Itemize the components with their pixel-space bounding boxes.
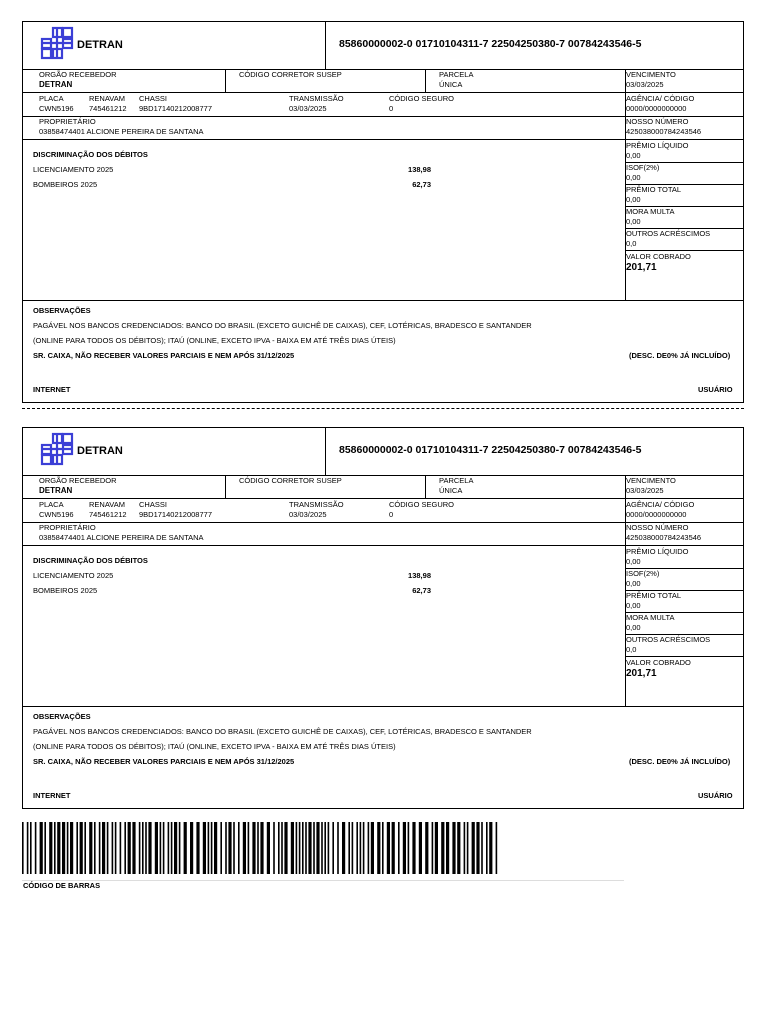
barcode-bar — [179, 822, 181, 874]
barcode-bar — [332, 822, 334, 874]
barcode-bar — [228, 822, 231, 874]
valor-cobrado-value: 201,71 — [626, 668, 657, 679]
barcode-bar — [238, 822, 240, 874]
barcode-bar — [112, 822, 114, 874]
debit-item-value: 62,73 — [412, 180, 431, 189]
barcode-bar — [308, 822, 311, 874]
brand-name: DETRAN — [77, 39, 123, 51]
debits-title: DISCRIMINAÇÃO DOS DÉBITOS — [33, 556, 148, 565]
detran-logo-icon — [39, 25, 75, 61]
vencimento-label: VENCIMENTO — [626, 70, 676, 79]
digitable-line: 85860000002-0 01710104311-7 22504250380-7 00784243546-5 — [339, 444, 642, 456]
barcode-bar — [419, 822, 422, 874]
barcode-bar — [337, 822, 339, 874]
internet-label: INTERNET — [33, 385, 71, 394]
obs-line: (ONLINE PARA TODOS OS DÉBITOS); ITAÚ (ONLINE, EXCETO IPVA - BAIXA EM ATÉ TRÊS DIAS ÚTEIS) — [33, 742, 396, 751]
barcode-bar — [155, 822, 158, 874]
debit-item-label: LICENCIAMENTO 2025 — [33, 165, 114, 174]
barcode-bar — [278, 822, 280, 874]
barcode-bar — [107, 822, 109, 874]
premio-total-value: 0,00 — [626, 601, 641, 610]
barcode-bar — [481, 822, 483, 874]
barcode-bar — [392, 822, 395, 874]
barcode-bar — [190, 822, 193, 874]
payment-slip — [22, 427, 744, 809]
codseguro-label: CÓDIGO SEGURO — [389, 94, 455, 103]
isof-value: 0,00 — [626, 579, 641, 588]
agencia-label: AGÊNCIA/ CÓDIGO — [626, 500, 695, 509]
barcode-bar — [57, 822, 60, 874]
agencia-value: 0000/0000000000 — [626, 510, 687, 519]
barcode-bar — [467, 822, 469, 874]
debit-item-label: BOMBEIROS 2025 — [33, 180, 98, 189]
nosso-numero-value: 425038000784243546 — [626, 533, 702, 542]
usuario-label: USUÁRIO — [698, 385, 733, 394]
barcode-bar — [62, 822, 65, 874]
barcode-bar — [168, 822, 170, 874]
mora-multa-label: MORA MULTA — [626, 613, 675, 622]
barcode-bar — [382, 822, 384, 874]
barcode-bar — [305, 822, 307, 874]
barcode-bar — [387, 822, 390, 874]
nosso-numero-label: NOSSO NÚMERO — [626, 117, 689, 126]
susep-label: CÓDIGO CORRETOR SUSEP — [239, 70, 342, 79]
barcode-bar — [40, 822, 43, 874]
vencimento-label: VENCIMENTO — [626, 476, 676, 485]
valor-cobrado-label: VALOR COBRADO — [626, 252, 691, 261]
placa-value: CWN5196 — [39, 104, 74, 113]
detran-logo-icon — [39, 431, 75, 467]
agencia-value: 0000/0000000000 — [626, 104, 687, 113]
outros-acrescimos-value: 0,0 — [626, 645, 637, 654]
barcode-bar — [267, 822, 270, 874]
barcode-bar — [260, 822, 263, 874]
barcode-bar — [446, 822, 449, 874]
barcode-bar — [99, 822, 101, 874]
parcela-value: ÚNICA — [439, 80, 463, 89]
barcode-bar — [348, 822, 350, 874]
barcode-bar — [80, 822, 83, 874]
placa-label: PLACA — [39, 500, 64, 509]
barcode-bar — [27, 822, 29, 874]
barcode-bar — [299, 822, 301, 874]
proprietario-value: 03858474401 ALCIONE PEREIRA DE SANTANA — [39, 533, 204, 542]
isof-label: ISOF(2%) — [626, 569, 660, 578]
barcode-bar — [67, 822, 69, 874]
barcode-bar — [408, 822, 410, 874]
orgao-label: ORGÃO RECEBEDOR — [39, 476, 117, 485]
barcode-bar — [174, 822, 177, 874]
barcode-bar — [203, 822, 206, 874]
debit-item-label: BOMBEIROS 2025 — [33, 586, 98, 595]
premio-total-label: PRÊMIO TOTAL — [626, 591, 682, 600]
barcode-bar — [496, 822, 498, 874]
barcode-bar — [342, 822, 345, 874]
barcode-bar — [243, 822, 246, 874]
premio-liquido-value: 0,00 — [626, 151, 641, 160]
barcode-bar — [284, 822, 287, 874]
isof-label: ISOF(2%) — [626, 163, 660, 172]
barcode-bar — [139, 822, 141, 874]
barcode-bar — [233, 822, 235, 874]
obs-title: OBSERVAÇÕES — [33, 306, 91, 315]
barcode-bar — [377, 822, 380, 874]
barcode-bar — [84, 822, 86, 874]
barcode-bar — [148, 822, 151, 874]
barcode-bar — [321, 822, 323, 874]
renavam-label: RENAVAM — [89, 500, 125, 509]
barcode-bar — [128, 822, 131, 874]
debit-item-label: LICENCIAMENTO 2025 — [33, 571, 114, 580]
debit-item-value: 138,98 — [408, 165, 431, 174]
barcode-bar — [54, 822, 56, 874]
barcode-bar — [489, 822, 492, 874]
barcode-bar — [425, 822, 428, 874]
orgao-value: DETRAN — [39, 486, 73, 495]
outros-acrescimos-value: 0,0 — [626, 239, 637, 248]
barcode-bar — [22, 822, 24, 874]
barcode-bar — [196, 822, 199, 874]
orgao-value: DETRAN — [39, 80, 73, 89]
debit-item-value: 62,73 — [412, 586, 431, 595]
vencimento-value: 03/03/2025 — [626, 80, 664, 89]
barcode-bar — [371, 822, 374, 874]
premio-liquido-label: PRÊMIO LÍQUIDO — [626, 141, 689, 150]
obs-discount: (DESC. DE0% JÁ INCLUÍDO) — [629, 351, 731, 360]
barcode-bar — [115, 822, 117, 874]
barcode-bar — [452, 822, 455, 874]
valor-cobrado-label: VALOR COBRADO — [626, 658, 691, 667]
barcode-bar — [49, 822, 52, 874]
obs-line: PAGÁVEL NOS BANCOS CREDENCIADOS: BANCO DO BRASIL (EXCETO GUICHÊ DE CAIXAS), CEF, LOTÉRICAS, BRADESCO E SANTANDER — [33, 321, 532, 330]
brand-name: DETRAN — [77, 445, 123, 457]
barcode-bar — [142, 822, 144, 874]
payment-slip — [22, 21, 744, 403]
obs-warning: SR. CAIXA, NÃO RECEBER VALORES PARCIAIS E NEM APÓS 31/12/2025 — [33, 757, 295, 766]
barcode-bar — [328, 822, 330, 874]
barcode-bar — [273, 822, 275, 874]
usuario-label: USUÁRIO — [698, 791, 733, 800]
barcode-bar — [70, 822, 73, 874]
proprietario-value: 03858474401 ALCIONE PEREIRA DE SANTANA — [39, 127, 204, 136]
agencia-label: AGÊNCIA/ CÓDIGO — [626, 94, 695, 103]
outros-acrescimos-label: OUTROS ACRÉSCIMOS — [626, 635, 711, 644]
obs-line: PAGÁVEL NOS BANCOS CREDENCIADOS: BANCO DO BRASIL (EXCETO GUICHÊ DE CAIXAS), CEF, LOTÉRICAS, BRADESCO E SANTANDER — [33, 727, 532, 736]
renavam-value: 745461212 — [89, 510, 127, 519]
obs-discount: (DESC. DE0% JÁ INCLUÍDO) — [629, 757, 731, 766]
barcode-bar — [281, 822, 283, 874]
proprietario-label: PROPRIETÁRIO — [39, 523, 96, 532]
barcode-bar — [403, 822, 406, 874]
barcode-bar — [225, 822, 227, 874]
barcode-bar — [252, 822, 255, 874]
barcode-bar — [184, 822, 187, 874]
parcela-label: PARCELA — [439, 70, 474, 79]
barcode — [22, 822, 502, 874]
premio-total-value: 0,00 — [626, 195, 641, 204]
nosso-numero-label: NOSSO NÚMERO — [626, 523, 689, 532]
barcode-bar — [441, 822, 444, 874]
renavam-label: RENAVAM — [89, 94, 125, 103]
barcode-bar — [44, 822, 46, 874]
barcode-bar — [352, 822, 354, 874]
logo-cell — [23, 428, 326, 475]
barcode-bar — [360, 822, 362, 874]
premio-total-label: PRÊMIO TOTAL — [626, 185, 682, 194]
vencimento-value: 03/03/2025 — [626, 486, 664, 495]
barcode-bar — [94, 822, 96, 874]
internet-label: INTERNET — [33, 791, 71, 800]
transmissao-label: TRANSMISSÃO — [289, 94, 344, 103]
premio-liquido-value: 0,00 — [626, 557, 641, 566]
barcode-bar — [257, 822, 259, 874]
codseguro-value: 0 — [389, 104, 394, 113]
barcode-bar — [472, 822, 475, 874]
barcode-bar — [163, 822, 165, 874]
chassi-value: 9BD17140212008777 — [139, 104, 212, 113]
codseguro-label: CÓDIGO SEGURO — [389, 500, 455, 509]
barcode-bar — [296, 822, 298, 874]
orgao-label: ORGÃO RECEBEDOR — [39, 70, 117, 79]
renavam-value: 745461212 — [89, 104, 127, 113]
barcode-bar — [476, 822, 479, 874]
codseguro-value: 0 — [389, 510, 394, 519]
barcode-bar — [432, 822, 434, 874]
barcode-bar — [145, 822, 147, 874]
obs-warning: SR. CAIXA, NÃO RECEBER VALORES PARCIAIS E NEM APÓS 31/12/2025 — [33, 351, 295, 360]
nosso-numero-value: 425038000784243546 — [626, 127, 702, 136]
transmissao-value: 03/03/2025 — [289, 510, 327, 519]
barcode-bar — [102, 822, 105, 874]
barcode-bar — [302, 822, 304, 874]
transmissao-label: TRANSMISSÃO — [289, 500, 344, 509]
chassi-label: CHASSI — [139, 94, 167, 103]
barcode-bar — [208, 822, 210, 874]
outros-acrescimos-label: OUTROS ACRÉSCIMOS — [626, 229, 711, 238]
mora-multa-value: 0,00 — [626, 217, 641, 226]
barcode-bar — [356, 822, 358, 874]
digitable-line: 85860000002-0 01710104311-7 22504250380-7 00784243546-5 — [339, 38, 642, 50]
obs-title: OBSERVAÇÕES — [33, 712, 91, 721]
isof-value: 0,00 — [626, 173, 641, 182]
cut-line — [22, 408, 744, 409]
debits-title: DISCRIMINAÇÃO DOS DÉBITOS — [33, 150, 148, 159]
barcode-bar — [363, 822, 365, 874]
barcode-bar — [30, 822, 32, 874]
barcode-bar — [76, 822, 78, 874]
placa-value: CWN5196 — [39, 510, 74, 519]
barcode-bar — [435, 822, 438, 874]
mora-multa-label: MORA MULTA — [626, 207, 675, 216]
barcode-bar — [398, 822, 400, 874]
barcode-bar — [316, 822, 319, 874]
barcode-bar — [220, 822, 222, 874]
barcode-bar — [124, 822, 126, 874]
barcode-bar — [368, 822, 370, 874]
chassi-value: 9BD17140212008777 — [139, 510, 212, 519]
barcode-bar — [457, 822, 460, 874]
proprietario-label: PROPRIETÁRIO — [39, 117, 96, 126]
barcode-bar — [120, 822, 122, 874]
barcode-bar — [35, 822, 37, 874]
barcode-bar — [291, 822, 294, 874]
barcode-bar — [412, 822, 415, 874]
barcode-bar — [214, 822, 217, 874]
barcode-bar — [89, 822, 92, 874]
barcode-bar — [324, 822, 326, 874]
parcela-label: PARCELA — [439, 476, 474, 485]
slip-header — [23, 428, 743, 476]
obs-line: (ONLINE PARA TODOS OS DÉBITOS); ITAÚ (ONLINE, EXCETO IPVA - BAIXA EM ATÉ TRÊS DIAS ÚTEIS) — [33, 336, 396, 345]
logo-cell — [23, 22, 326, 69]
chassi-label: CHASSI — [139, 500, 167, 509]
premio-liquido-label: PRÊMIO LÍQUIDO — [626, 547, 689, 556]
parcela-value: ÚNICA — [439, 486, 463, 495]
mora-multa-value: 0,00 — [626, 623, 641, 632]
valor-cobrado-value: 201,71 — [626, 262, 657, 273]
barcode-bar — [160, 822, 162, 874]
transmissao-value: 03/03/2025 — [289, 104, 327, 113]
barcode-bar — [486, 822, 488, 874]
barcode-bar — [132, 822, 135, 874]
debit-item-value: 138,98 — [408, 571, 431, 580]
susep-label: CÓDIGO CORRETOR SUSEP — [239, 476, 342, 485]
barcode-bar — [248, 822, 250, 874]
barcode-bar — [313, 822, 315, 874]
barcode-bar — [171, 822, 173, 874]
slip-header — [23, 22, 743, 70]
barcode-bar — [464, 822, 466, 874]
placa-label: PLACA — [39, 94, 64, 103]
barcode-bar — [211, 822, 213, 874]
barcode-label: CÓDIGO DE BARRAS — [23, 881, 101, 890]
